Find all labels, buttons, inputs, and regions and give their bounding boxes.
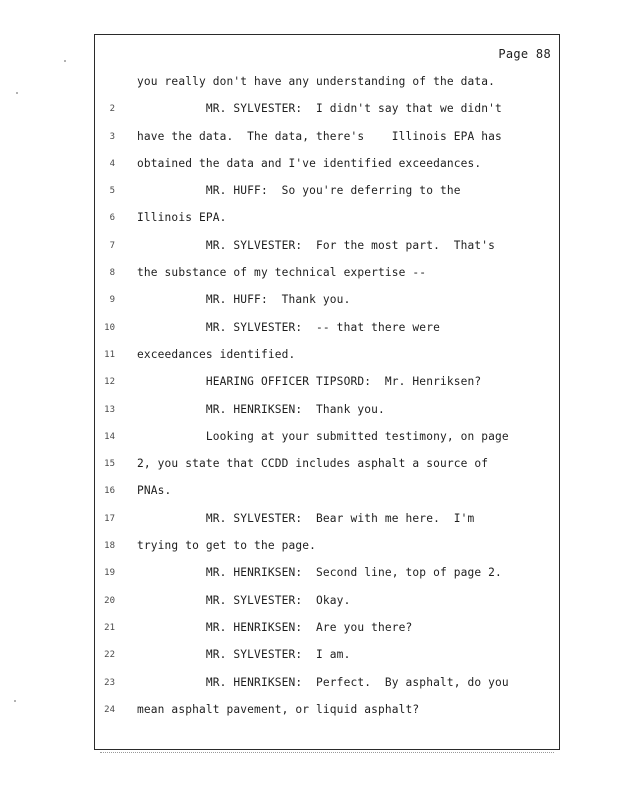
transcript-line [95, 266, 559, 293]
line-text: MR. HUFF: Thank you. [137, 293, 351, 307]
transcript-line [95, 348, 559, 375]
transcript-line [95, 457, 559, 484]
line-text: mean asphalt pavement, or liquid asphalt? [137, 702, 420, 716]
transcript-line [95, 239, 559, 266]
bottom-scan-rule [100, 752, 554, 753]
transcript-line [95, 403, 559, 430]
transcript-line [95, 102, 559, 129]
line-number: 19 [104, 568, 115, 579]
line-text: PNAs. [137, 484, 172, 498]
line-number: 14 [104, 431, 115, 442]
transcript-line [95, 75, 559, 102]
line-number: 6 [109, 213, 115, 224]
line-number: 20 [104, 595, 115, 606]
line-number: 21 [104, 622, 115, 633]
line-text: MR. HENRIKSEN: Thank you. [137, 402, 385, 416]
transcript-line [95, 566, 559, 593]
page-number: Page 88 [498, 47, 551, 61]
line-number: 8 [109, 268, 115, 279]
line-text: MR. SYLVESTER: -- that there were [137, 320, 440, 334]
line-number: 13 [104, 404, 115, 415]
line-number: 9 [109, 295, 115, 306]
line-number: 12 [104, 377, 115, 388]
transcript-line [95, 321, 559, 348]
transcript-line [95, 430, 559, 457]
line-number: 2 [109, 104, 115, 115]
transcript-line [95, 648, 559, 675]
line-text: MR. SYLVESTER: Bear with me here. I'm [137, 511, 475, 525]
transcript-line [95, 676, 559, 703]
line-text: MR. SYLVESTER: I am. [137, 648, 351, 662]
line-text: MR. HENRIKSEN: Are you there? [137, 620, 413, 634]
transcript-line [95, 184, 559, 211]
transcript-line [95, 539, 559, 566]
line-text: MR. SYLVESTER: I didn't say that we didn't [137, 102, 502, 116]
line-number: 16 [104, 486, 115, 497]
transcript-line [95, 703, 559, 730]
line-number: 15 [104, 459, 115, 470]
line-number: 4 [109, 158, 115, 169]
transcript-line [95, 621, 559, 648]
scan-speck [64, 60, 66, 62]
line-text: Looking at your submitted testimony, on page [137, 429, 509, 443]
line-text: MR. HUFF: So you're deferring to the [137, 184, 461, 198]
line-number: 22 [104, 650, 115, 661]
line-text: obtained the data and I've identified exceedances. [137, 156, 482, 170]
line-text: MR. HENRIKSEN: Perfect. By asphalt, do you [137, 675, 509, 689]
scan-speck [14, 700, 16, 702]
transcript-line [95, 484, 559, 511]
transcript-line [95, 594, 559, 621]
line-text: exceedances identified. [137, 347, 296, 361]
line-text: the substance of my technical expertise -- [137, 266, 427, 280]
transcript-line [95, 375, 559, 402]
transcript-line [95, 512, 559, 539]
line-number: 18 [104, 541, 115, 552]
line-text: MR. HENRIKSEN: Second line, top of page 2. [137, 566, 502, 580]
line-number: 10 [104, 322, 115, 333]
line-text: Illinois EPA. [137, 211, 227, 225]
line-text: you really don't have any understanding of the data. [137, 75, 496, 88]
transcript-line [95, 157, 559, 184]
transcript-line [95, 211, 559, 238]
line-number: 7 [109, 240, 115, 251]
line-text: trying to get to the page. [137, 539, 317, 553]
line-text: 2, you state that CCDD includes asphalt a source of [137, 457, 489, 471]
transcript-line [95, 293, 559, 320]
line-text: MR. SYLVESTER: Okay. [137, 593, 351, 607]
line-number: 3 [109, 131, 115, 142]
line-number: 11 [104, 349, 115, 360]
line-text: MR. SYLVESTER: For the most part. That's [137, 238, 496, 252]
line-number: 17 [104, 513, 115, 524]
line-number: 24 [104, 704, 115, 715]
line-text: HEARING OFFICER TIPSORD: Mr. Henriksen? [137, 375, 482, 389]
line-number: 23 [104, 677, 115, 688]
transcript-lines [95, 75, 559, 730]
transcript-page [94, 34, 560, 750]
scan-speck [16, 92, 18, 94]
transcript-line [95, 130, 559, 157]
line-text: have the data. The data, there's Illinois EPA has [137, 129, 502, 143]
line-number: 5 [109, 186, 115, 197]
